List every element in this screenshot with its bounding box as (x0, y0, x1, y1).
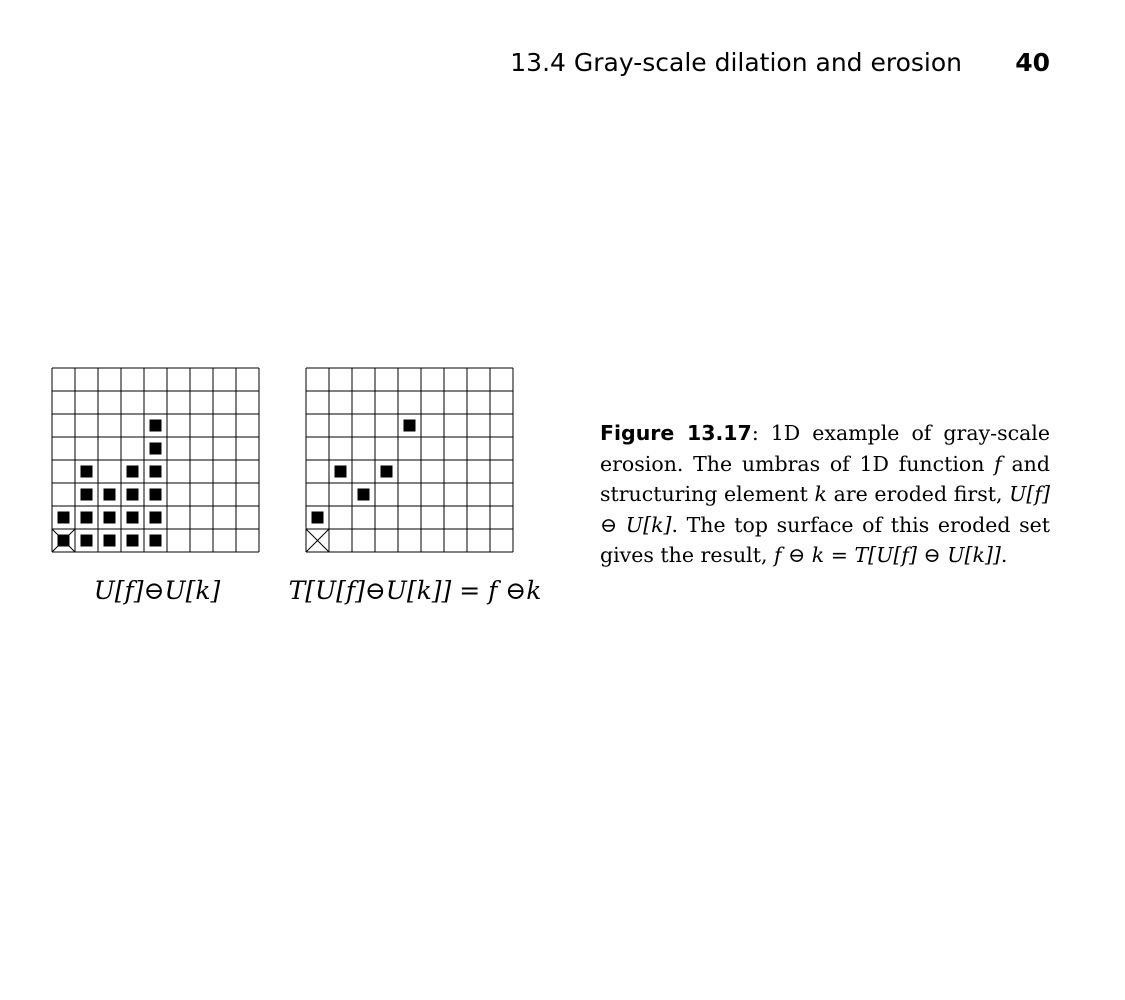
caption-math-expression: T[U[f] ⊖ U[k]] (854, 543, 1001, 567)
caption-math-k: k (814, 482, 827, 506)
umbra-erosion-grid (52, 368, 259, 552)
section-title: 13.4 Gray-scale dilation and erosion (510, 48, 962, 77)
filled-cell (150, 512, 162, 524)
caption-text: . (1000, 543, 1008, 567)
filled-cell (150, 420, 162, 432)
filled-cell (127, 512, 139, 524)
filled-cell (358, 489, 370, 501)
filled-cell (150, 535, 162, 547)
filled-cell (104, 512, 116, 524)
page-number: 40 (1015, 48, 1050, 77)
top-surface-grid (306, 368, 513, 552)
figure-caption (600, 418, 1050, 571)
filled-cell (58, 535, 70, 547)
filled-cell (104, 489, 116, 501)
caption-text: are eroded first, (826, 482, 1010, 506)
filled-cell (127, 466, 139, 478)
filled-cell (381, 466, 393, 478)
filled-cell (81, 489, 93, 501)
filled-cell (312, 512, 324, 524)
filled-cell (58, 512, 70, 524)
right-grid-label: T[U[f]⊖U[k]] = f ⊖k (288, 576, 542, 605)
caption-text: and structuring element (600, 451, 1050, 506)
figure-number: Figure 13.17 (600, 421, 752, 445)
filled-cell (81, 466, 93, 478)
filled-cell (150, 489, 162, 501)
caption-text: = (824, 543, 855, 567)
filled-cell (335, 466, 347, 478)
filled-cell (81, 512, 93, 524)
left-grid-label: U[f]⊖U[k] (93, 576, 221, 605)
filled-cell (127, 535, 139, 547)
filled-cell (81, 535, 93, 547)
caption-math-expression: U[f] ⊖ U[k] (600, 482, 1050, 537)
filled-cell (404, 420, 416, 432)
filled-cell (104, 535, 116, 547)
caption-text: : 1D example of gray-scale erosion. The umbras of 1D function (600, 421, 1050, 476)
caption-text: . The top surface of this eroded set gives the result, (600, 512, 1050, 567)
filled-cell (150, 443, 162, 455)
filled-cell (150, 466, 162, 478)
caption-math-f: f (994, 451, 1002, 476)
filled-cell (127, 489, 139, 501)
caption-math-expression: f ⊖ k (774, 543, 825, 567)
